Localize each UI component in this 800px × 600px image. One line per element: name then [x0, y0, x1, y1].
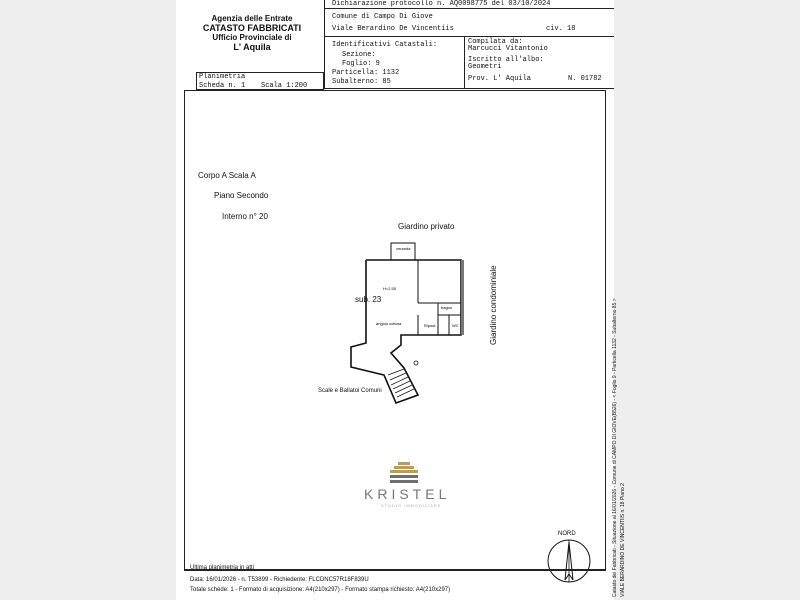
side-text-1: Catasto dei Fabbricati - Situazione al 16/01/2026 - Comune di CAMPO DI GIOVE(B526) - < Foglio 9 - Particella 1132 - Subalterno 85 >	[612, 298, 618, 597]
header-hline-2	[324, 36, 614, 37]
wc-text: WC	[452, 323, 459, 328]
sezione-text: Sezione:	[342, 51, 376, 59]
scale-label: Scale e Ballatoi Comuni	[318, 388, 382, 394]
compilata-nome: Marcucci Vitantonio	[468, 45, 548, 53]
footer-data: Data: 16/01/2026 - n. T53899 - Richiedente: FLCDNC57R18F839U	[190, 577, 369, 583]
scala-label: Scala 1:200	[261, 82, 308, 90]
agency-block	[192, 14, 312, 52]
compilata-title: Compilata da:	[468, 38, 523, 46]
h-text: H=2.55	[383, 286, 397, 291]
albo-text: Geometri	[468, 63, 502, 71]
wall-hatch	[461, 260, 464, 335]
comune-text: Comune di Campo Di Giove	[332, 13, 433, 21]
nord-label: NORD	[558, 531, 576, 537]
corpo-label: Corpo A Scala A	[198, 171, 256, 180]
kristel-sub: STUDIO IMMOBILIARE	[381, 503, 442, 508]
dichiarazione-text: Dichiarazione protocollo n. AQ0098775 del 03/10/2024	[332, 0, 551, 8]
city-label: L' Aquila	[233, 42, 271, 52]
kristel-name: KRISTEL	[364, 486, 451, 502]
giardino-privato-label: Giardino privato	[398, 222, 455, 231]
side-text-2: VIALE BERARDINO DE VINCENTIIS n. 18 Piano 2	[620, 483, 626, 597]
planimetria-sheet	[176, 0, 614, 600]
north-arrow-icon	[546, 538, 592, 584]
civ-text: civ. 18	[546, 25, 576, 33]
particella-text: Particella: 1132	[332, 69, 400, 77]
ripost-text: Ripost.	[424, 323, 437, 328]
prov-text: Prov. L' Aquila	[468, 75, 532, 83]
planimetria-label: Planimetria	[199, 73, 246, 81]
footer-totale: Totale schede: 1 - Formato di acquisizione: A4(210x297) - Formato stampa richiesto: A4(210x297)	[190, 587, 451, 593]
catasto-title: CATASTO FABBRICATI	[202, 23, 302, 33]
header-hline-1	[324, 8, 614, 9]
ufficio-label: Ufficio Provinciale di	[212, 33, 292, 42]
stair-landing	[414, 361, 418, 365]
identificativi-title: Identificativi Catastali:	[332, 41, 438, 49]
floor-plan	[346, 235, 486, 425]
kristel-logo-icon	[384, 460, 424, 484]
scheda-label: Scheda n. 1	[199, 82, 246, 90]
footer-ultima: Ultima planimetria in atti	[190, 565, 255, 571]
header-hline-3	[324, 88, 614, 89]
header-vline	[324, 0, 325, 88]
iscritto-text: Iscritto all'albo:	[468, 56, 544, 64]
bagno-text: bagno	[441, 305, 453, 310]
numero-text: N. 01782	[568, 75, 602, 83]
header-vline-2	[464, 36, 465, 88]
via-text: Viale Berardino De Vincentiis	[332, 25, 454, 33]
veranda-text: veranda	[396, 246, 411, 251]
interno-label: Interno n° 20	[222, 212, 268, 221]
foglio-text: Foglio: 9	[342, 60, 380, 68]
angolo-text: angolo cottura	[376, 321, 402, 326]
giardino-condominiale-label: Giardino condominiale	[489, 265, 498, 345]
subalterno-text: Subalterno: 85	[332, 78, 391, 86]
agency-name: Agenzia delle Entrate	[211, 14, 293, 23]
plan-outline	[351, 260, 461, 403]
piano-label: Piano Secondo	[214, 191, 269, 200]
sub-label: sub. 23	[355, 295, 382, 304]
